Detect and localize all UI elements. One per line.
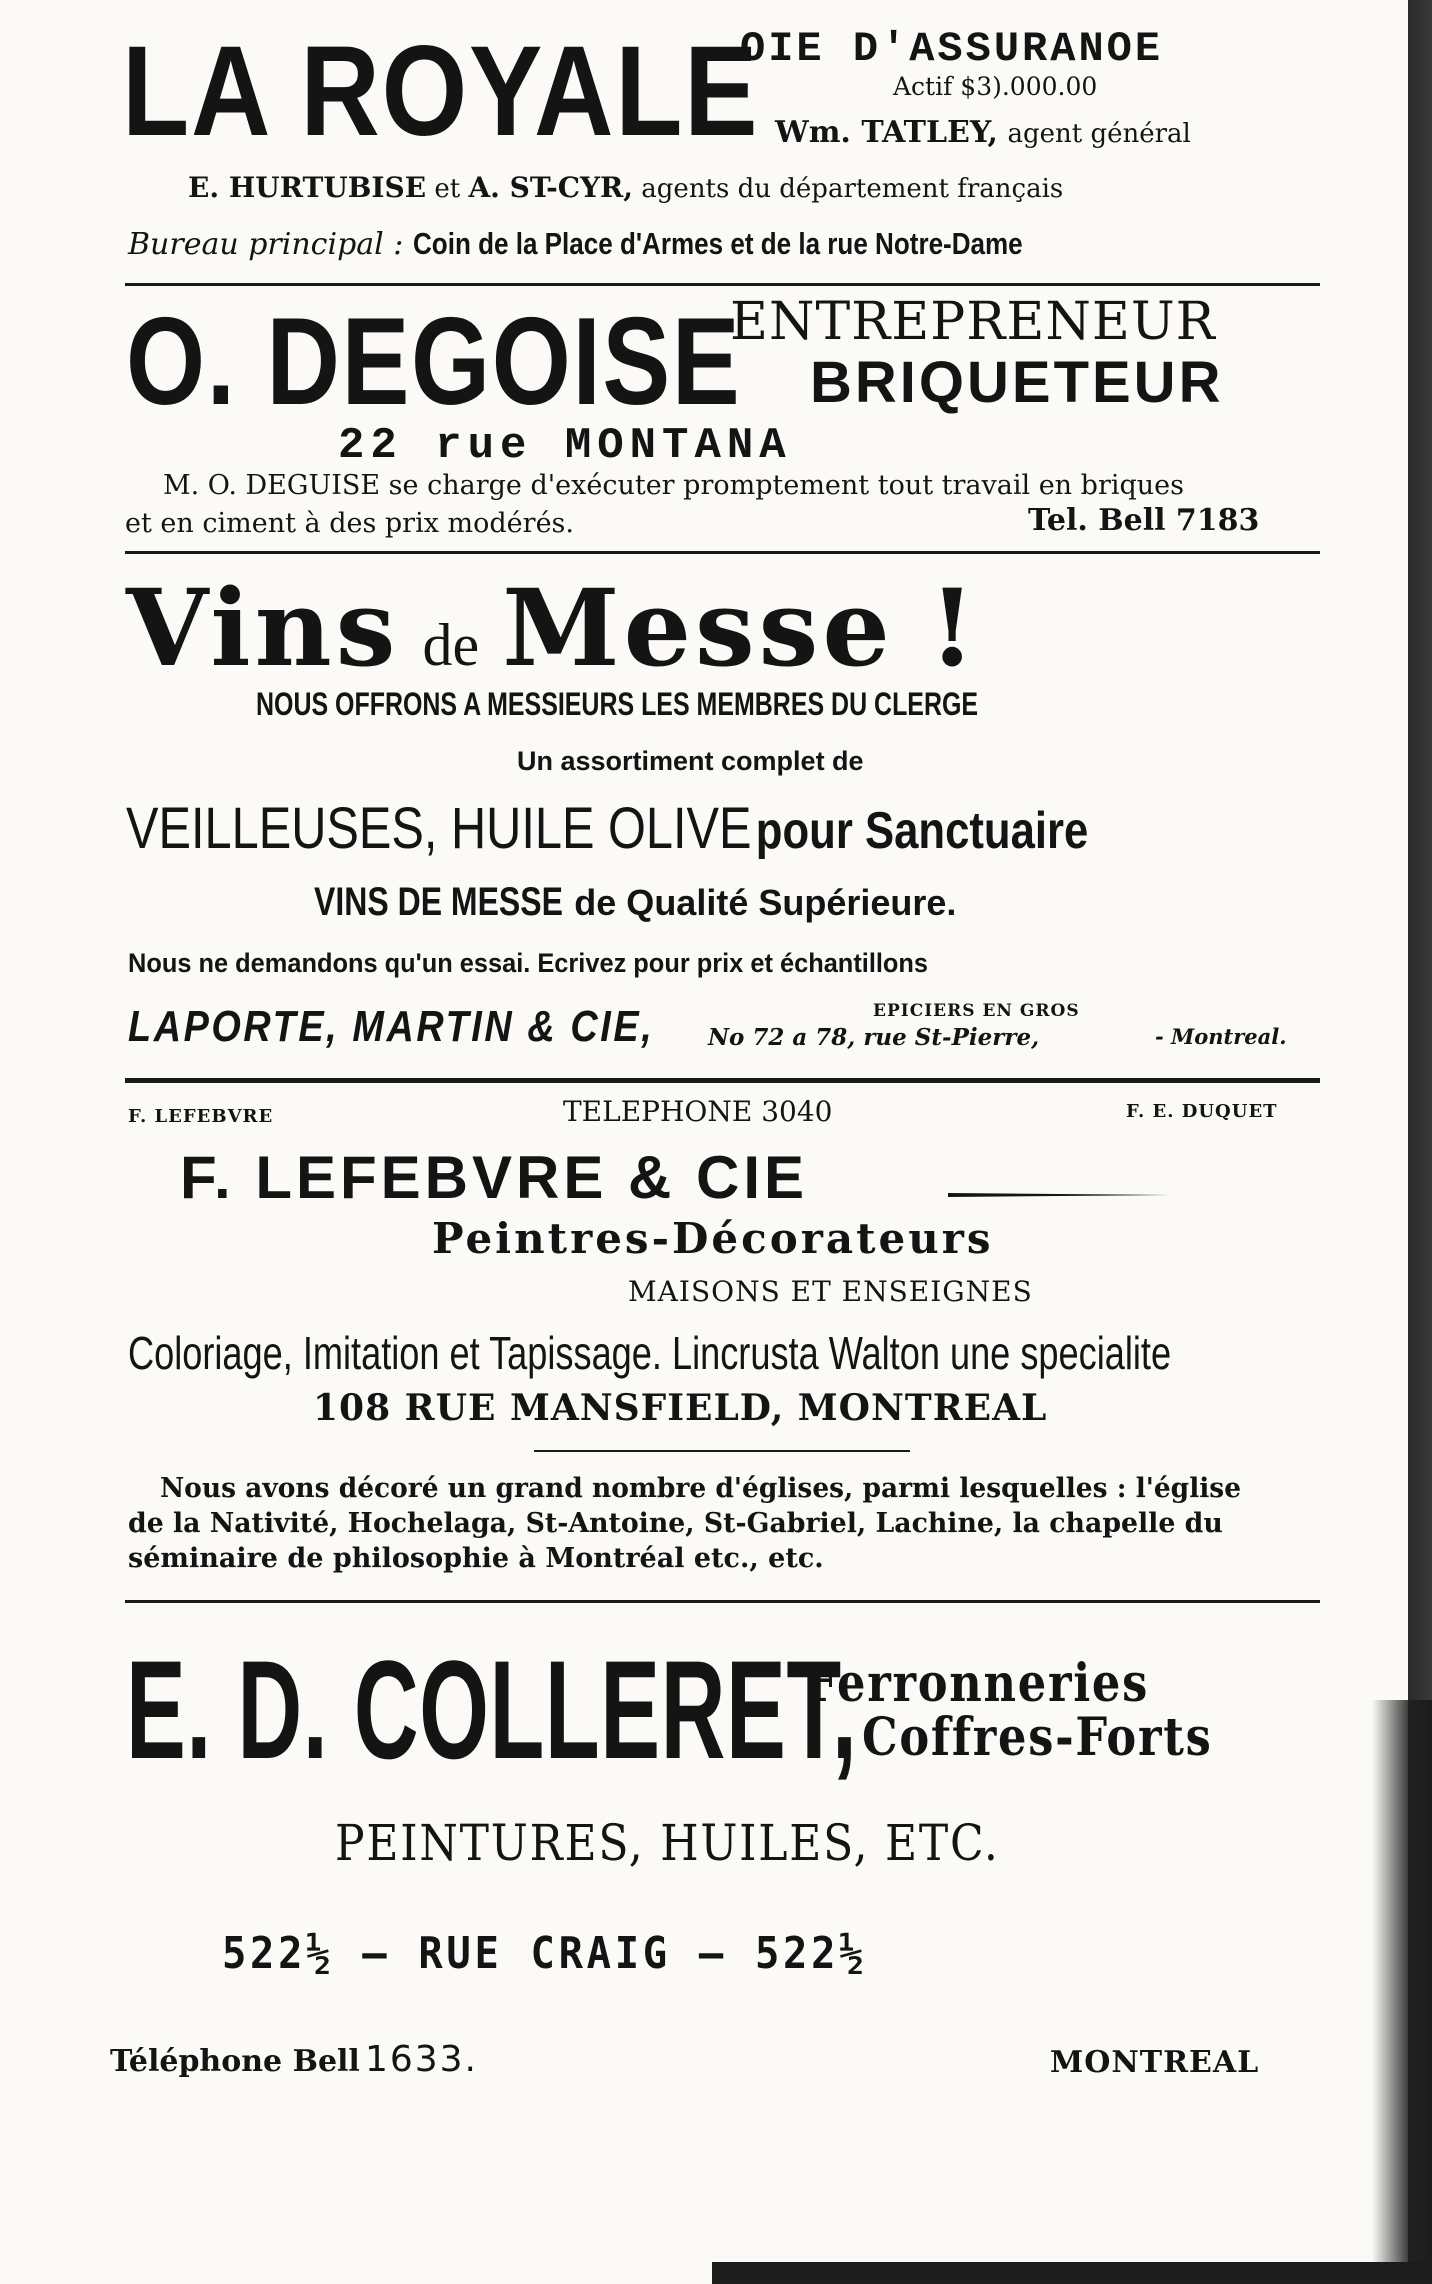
ad1-office — [128, 228, 1139, 260]
ad3-line-3-tail: pour Sanctuaire — [755, 802, 1089, 860]
ad3-line-4-rest: de Qualité Supérieure. — [574, 882, 957, 923]
ad5-phone-label: Téléphone Bell — [110, 2044, 360, 2079]
ad3-firm-trade: EPICIERS EN GROS — [873, 1001, 1080, 1021]
ad1-agent-title: agent général — [1007, 119, 1191, 149]
ad5-goods-2: Coffres-Forts — [862, 1707, 1213, 1768]
ad4-left-name: F. LEFEBVRE — [128, 1106, 274, 1127]
ad3-headline-messe: Messe — [502, 565, 894, 690]
ad3-line-3 — [126, 796, 1089, 861]
ad3-firm-city: - Montreal. — [1155, 1024, 1287, 1049]
ad3-firm-address: No 72 a 78, rue St-Pierre, — [708, 1024, 1040, 1051]
ad3-line-3-main: VEILLEUSES, HUILE OLIVE — [126, 796, 752, 861]
ad3-headline-de: de — [422, 612, 480, 678]
ad1-agents-names-1: E. HURTUBISE — [188, 171, 427, 204]
divider-2 — [125, 551, 1320, 554]
ad1-agents-names-2: A. ST-CYR, — [468, 171, 634, 204]
ad2-desc-line-2: et en ciment à des prix modérés. — [125, 508, 574, 539]
ad4-services: Coloriage, Imitation et Tapissage. Lincrusta Walton une specialite — [128, 1327, 1172, 1379]
page-bottom-shadow — [712, 2262, 1432, 2284]
ad3-line-1: NOUS OFFRONS A MESSIEURS LES MEMBRES DU CLERGE — [256, 686, 979, 722]
ad4-short-rule — [534, 1450, 910, 1452]
ad5-phone — [110, 2039, 478, 2080]
divider-4 — [125, 1600, 1320, 1603]
ad3-headline-bang: ! — [928, 565, 976, 690]
ad1-agent-name: Wm. TATLEY, — [775, 115, 998, 150]
page-edge-smear — [1372, 1700, 1432, 2284]
ad4-right-name: F. E. DUQUET — [1126, 1101, 1278, 1122]
ad5-goods-1: Ferronneries — [806, 1653, 1150, 1714]
ad1-name: LA ROYALE — [122, 20, 760, 163]
ad4-note-line-3: séminaire de philosophie à Montréal etc., etc. — [128, 1543, 824, 1574]
ad4-trade: Peintres-Décorateurs — [432, 1214, 994, 1263]
divider-3 — [125, 1078, 1320, 1083]
ad1-company: OIE D'ASSURANOE — [740, 25, 1164, 73]
ad4-address: 108 RUE MANSFIELD, MONTREAL — [313, 1387, 1048, 1429]
ad5-name: E. D. COLLERET, — [126, 1631, 858, 1788]
ad4-note-line-2: de la Nativité, Hochelaga, St-Antoine, St-Gabriel, Lachine, la chapelle du — [128, 1508, 1223, 1539]
ad3-line-4-bold: VINS DE MESSE — [314, 880, 563, 924]
ad4-sub: MAISONS ET ENSEIGNES — [628, 1275, 1033, 1308]
ad3-line-5: Nous ne demandons qu'un essai. Ecrivez pour prix et échantillons — [128, 948, 929, 978]
ad2-title-1: ENTREPRENEUR — [730, 292, 1216, 352]
ad2-phone: Tel. Bell 7183 — [1028, 503, 1260, 538]
ad2-desc-line-1: M. O. DEGUISE se charge d'exécuter promptement tout travail en briques — [163, 470, 1184, 501]
ad1-agents-et: et — [434, 174, 461, 204]
ad1-office-label: Bureau principal : — [128, 227, 404, 262]
ad3-headline — [126, 565, 976, 690]
ad4-firm: F. LEFEBVRE & CIE — [180, 1144, 809, 1211]
ad5-phone-number: 1633. — [364, 2039, 478, 2080]
divider-1 — [125, 283, 1320, 286]
ad4-firm-swash — [948, 1193, 1170, 1197]
ad3-headline-vins: Vins — [126, 565, 400, 690]
ad1-agent — [775, 115, 1191, 150]
ad1-agents — [188, 171, 1064, 204]
ad3-firm: LAPORTE, MARTIN & CIE, — [128, 1002, 655, 1051]
ad4-phone: TELEPHONE 3040 — [563, 1095, 833, 1128]
ad4-note-line-1: Nous avons décoré un grand nombre d'églises, parmi lesquelles : l'église — [160, 1473, 1242, 1504]
ad1-office-address: Coin de la Place d'Armes et de la rue Notre-Dame — [412, 226, 1023, 261]
ad3-line-4 — [314, 882, 956, 922]
ad5-goods-3: PEINTURES, HUILES, ETC. — [335, 1814, 1000, 1872]
ad2-address: 22 rue MONTANA — [338, 421, 792, 471]
ad1-agents-desc: agents du département français — [641, 174, 1064, 204]
ad5-address: 522½ — RUE CRAIG — 522½ — [222, 1928, 868, 1979]
ad2-name: O. DEGOISE — [126, 293, 742, 431]
ad5-city: MONTREAL — [1050, 2045, 1260, 2080]
ad1-assets: Actif $3).000.00 — [893, 72, 1098, 101]
ad2-title-2: BRIQUETEUR — [810, 350, 1224, 415]
ad3-line-2: Un assortiment complet de — [517, 746, 864, 776]
